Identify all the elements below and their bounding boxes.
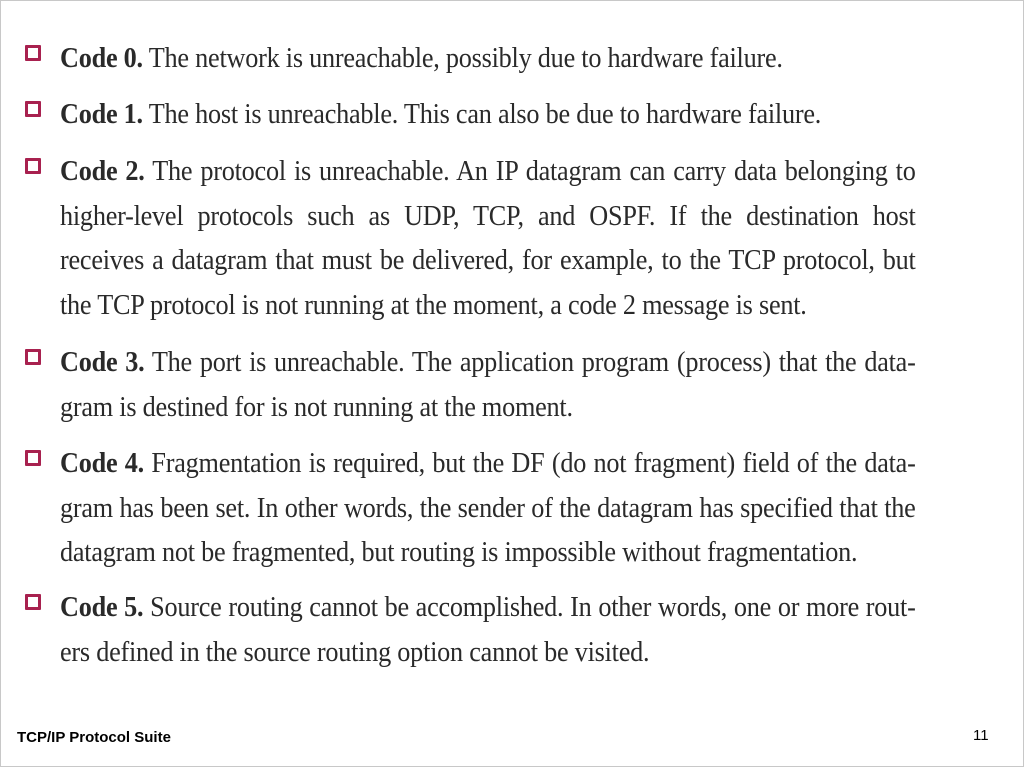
text-line: Fragmentation is required, but the DF (do not fragment) field of the data- [151,448,916,479]
text-line: The network is unreachable, possibly due to hardware failure. [148,43,783,74]
text-line: higher-level protocols such as UDP, TCP, and OSPF. If the destination host [60,200,916,232]
code-label: Code 4. [60,448,144,479]
text-line: ers defined in the source routing option cannot be visited. [60,636,650,668]
text-line: The host is unreachable. This can also be due to hardware failure. [148,99,822,130]
code-label: Code 3. [60,347,145,378]
text-line: datagram not be fragmented, but routing is impossible without fragmentation. [60,537,858,568]
text-line: gram is destined for is not running at the moment. [60,391,573,423]
page-number: 11 [973,727,989,744]
checkbox-bullet-icon [25,158,41,174]
text-line: The protocol is unreachable. An IP datagram can carry data belonging to [152,156,916,187]
checkbox-bullet-icon [25,349,41,365]
item-text [60,150,916,328]
text-line: Source routing cannot be accomplished. In other words, one or more rout- [150,592,916,623]
checkbox-bullet-icon [25,101,41,117]
text-line: The port is unreachable. The application program (process) that the data- [151,347,916,378]
footer-title: TCP/IP Protocol Suite [17,729,171,746]
text-line: the TCP protocol is not running at the moment, a code 2 message is sent. [60,289,807,321]
item-text [60,93,916,138]
code-label: Code 2. [60,156,145,187]
item-text [60,37,916,82]
checkbox-bullet-icon [25,594,41,610]
text-line: gram has been set. In other words, the sender of the datagram has specified that the [60,492,916,524]
item-text [60,442,916,576]
code-label: Code 5. [60,592,144,623]
item-text [60,586,916,675]
code-label: Code 1. [60,99,143,130]
code-label: Code 0. [60,43,143,74]
item-text [60,341,916,430]
checkbox-bullet-icon [25,450,41,466]
checkbox-bullet-icon [25,45,41,61]
text-line: receives a datagram that must be delivered, for example, to the TCP protocol, but [60,245,916,276]
